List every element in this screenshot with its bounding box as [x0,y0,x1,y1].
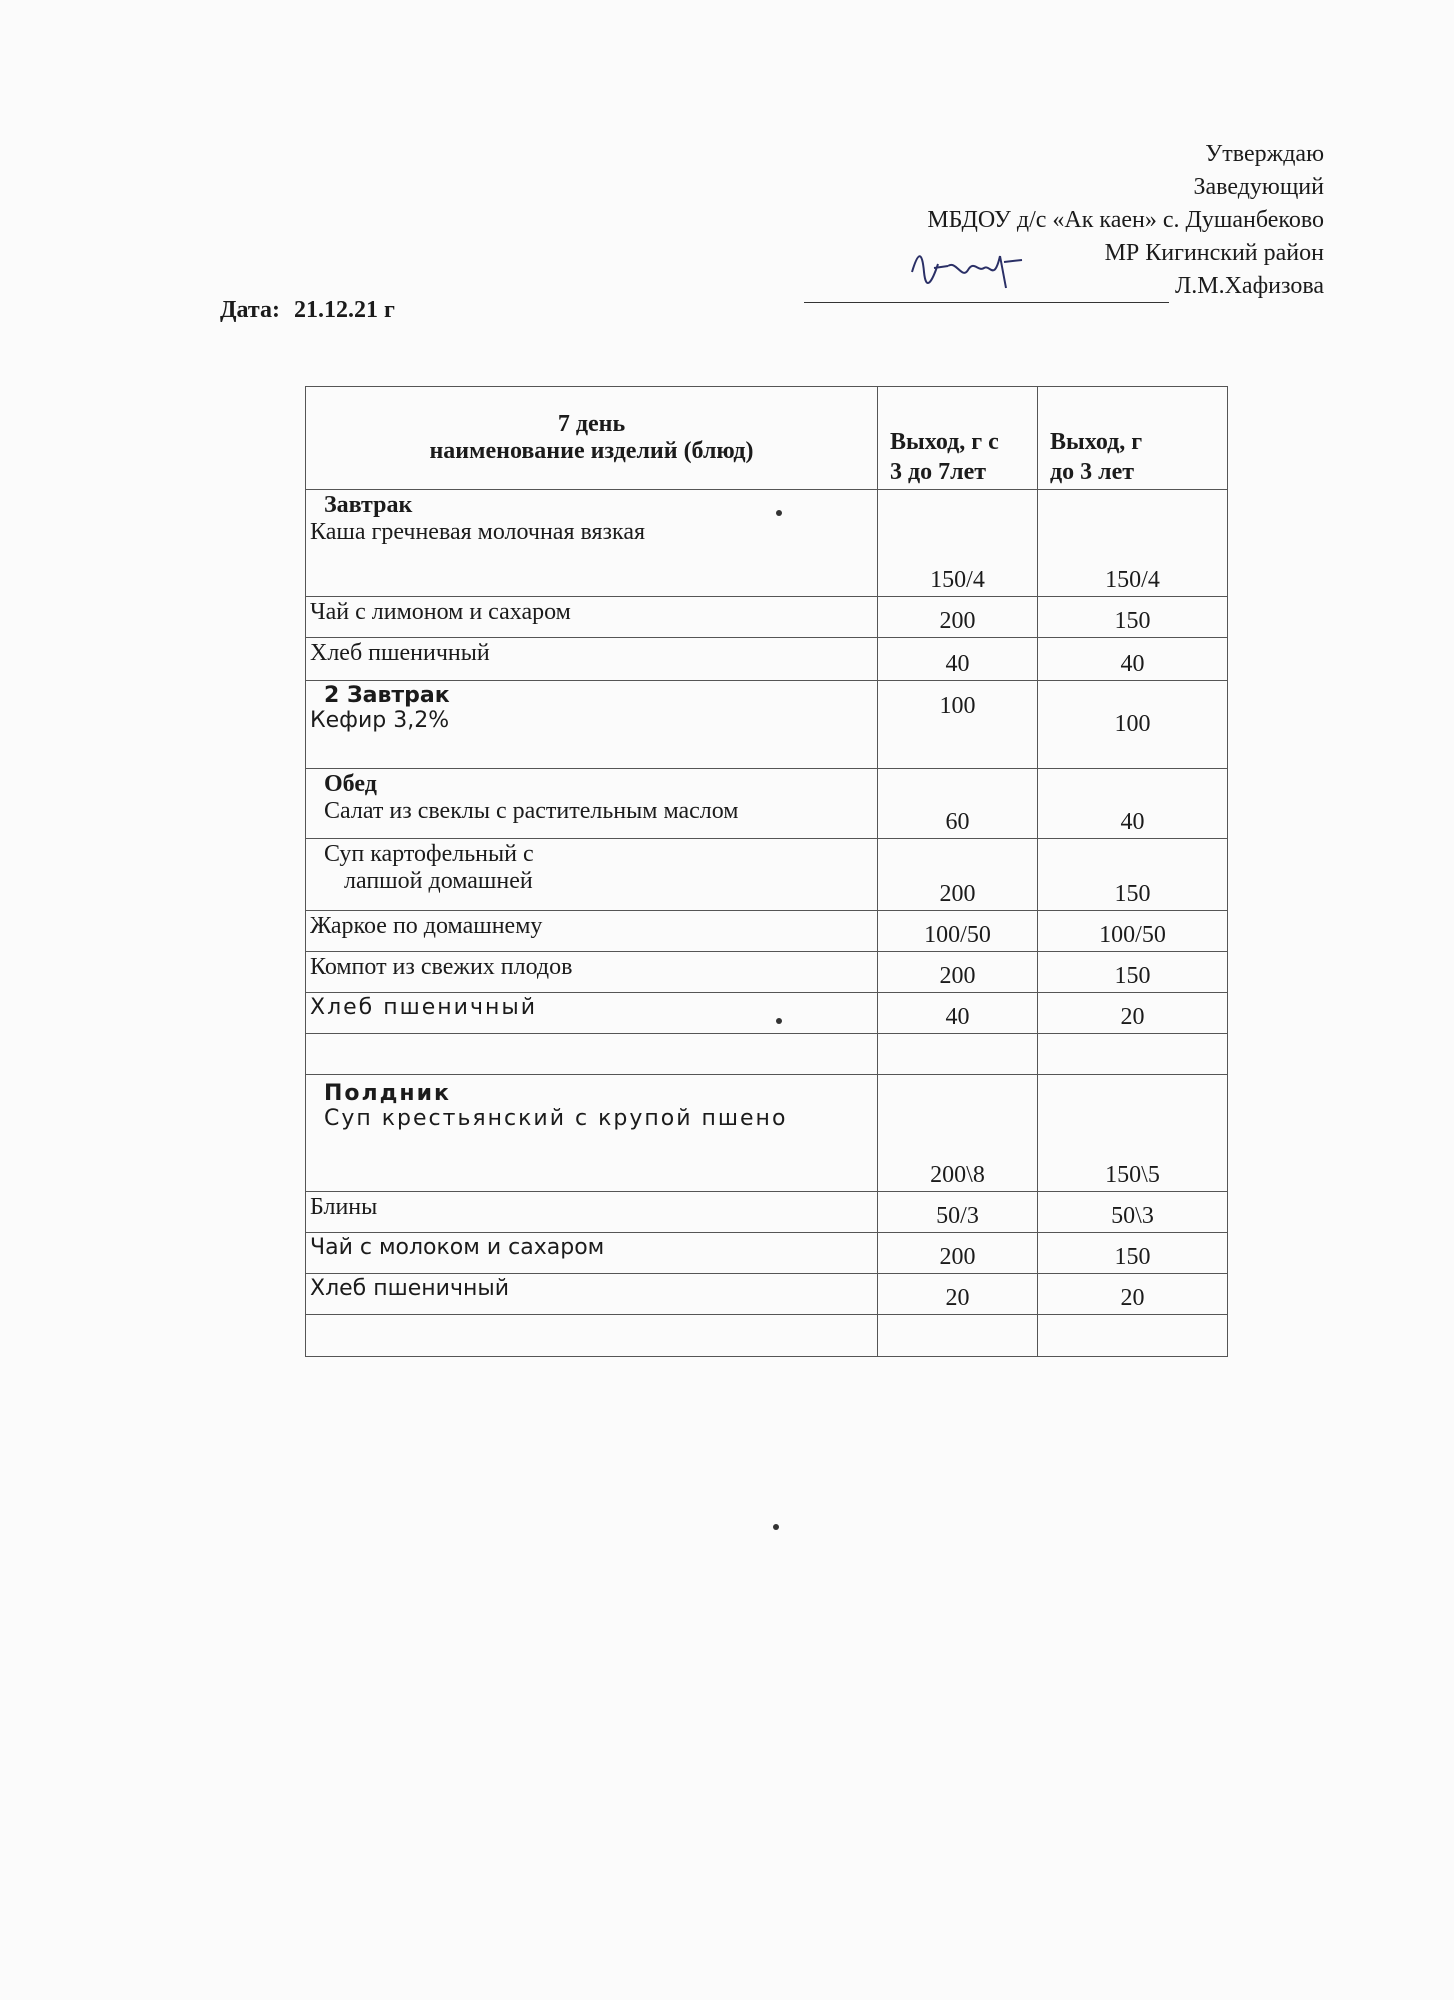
table-row [306,952,1228,993]
table-row [306,597,1228,638]
table-row [306,993,1228,1034]
table-row [306,1075,1228,1192]
signature-line [804,270,1324,303]
row-value-a: 200 [878,1233,1038,1274]
table-row [306,1192,1228,1233]
row-value-b: 150 [1038,839,1228,911]
section-title-snack: Полдник [324,1081,451,1106]
approval-line-approve: Утверждаю [1205,141,1324,167]
table-header-row [306,387,1228,490]
row-name-continued: лапшой домашней [344,868,533,894]
row-value-a: 200 [878,839,1038,911]
header-day: 7 день [557,411,626,437]
row-value-a: 200 [878,952,1038,993]
table-row [306,681,1228,769]
row-name: Каша гречневая молочная вязкая [310,519,646,545]
row-value-b: 150 [1038,1233,1228,1274]
table-row [306,1233,1228,1274]
row-name: Суп картофельный с [324,841,534,867]
header-col-b: Выход, г до 3 лет [1038,387,1228,490]
header-name-cell [306,387,878,490]
scan-speck [776,1018,782,1024]
row-value-b: 150 [1038,597,1228,638]
table-row [306,911,1228,952]
section-title-breakfast: Завтрак [324,492,413,518]
row-value-b: 20 [1038,1274,1228,1315]
row-value-b: 150 [1038,952,1228,993]
table-row [306,769,1228,839]
row-value-b: 40 [1038,638,1228,681]
row-name: Жаркое по домашнему [306,911,878,952]
approval-line-district: МР Кигинский район [1104,240,1324,266]
row-value-b: 100 [1038,681,1228,769]
row-value-b: 150/4 [1038,490,1228,597]
table-row [306,1274,1228,1315]
row-value-b: 100/50 [1038,911,1228,952]
handwritten-signature-icon [904,242,1024,302]
row-name: Суп крестьянский с крупой пшено [324,1106,788,1131]
row-value-a: 200\8 [878,1075,1038,1192]
table-row [306,638,1228,681]
row-name: Чай с лимоном и сахаром [306,597,878,638]
row-value-b: 20 [1038,993,1228,1034]
row-value-b: 40 [1038,769,1228,839]
scan-speck [776,510,782,516]
table-row-empty [306,1315,1228,1357]
date-line [220,297,403,324]
date-label: Дата: [220,297,280,323]
row-name: Салат из свеклы с растительным маслом [324,798,739,824]
row-name: Чай с молоком и сахаром [306,1233,878,1274]
signer-name: Л.М.Хафизова [1174,273,1324,299]
row-value-a: 60 [878,769,1038,839]
row-name: Блины [306,1192,878,1233]
row-value-a: 50/3 [878,1192,1038,1233]
table-row-empty [306,1034,1228,1075]
date-value: 21.12.21 г [293,297,395,323]
approval-line-institution: МБДОУ д/с «Ак каен» с. Душанбеково [927,207,1324,233]
header-col-a: Выход, г с 3 до 7лет [878,387,1038,490]
row-value-a: 150/4 [878,490,1038,597]
row-value-a: 40 [878,993,1038,1034]
approval-line-position: Заведующий [1193,174,1324,200]
table-row [306,839,1228,911]
row-name: Кефир 3,2% [310,708,450,733]
signature-underline [804,276,1169,303]
row-value-b: 150\5 [1038,1075,1228,1192]
row-name: Компот из свежих плодов [306,952,878,993]
row-value-a: 200 [878,597,1038,638]
section-title-lunch: Обед [324,771,377,797]
approval-block [804,138,1324,303]
row-name: Хлеб пшеничный [306,993,878,1034]
row-value-a: 40 [878,638,1038,681]
scan-speck [773,1524,779,1530]
row-name: Хлеб пшеничный [306,1274,878,1315]
section-title-breakfast2: 2 Завтрак [324,683,450,708]
row-value-a: 100 [878,681,1038,769]
row-value-a: 100/50 [878,911,1038,952]
row-value-a: 20 [878,1274,1038,1315]
table-row [306,490,1228,597]
row-name: Хлеб пшеничный [306,638,878,681]
menu-table [305,386,1228,1357]
row-value-b: 50\3 [1038,1192,1228,1233]
header-name: наименование изделий (блюд) [429,438,754,464]
